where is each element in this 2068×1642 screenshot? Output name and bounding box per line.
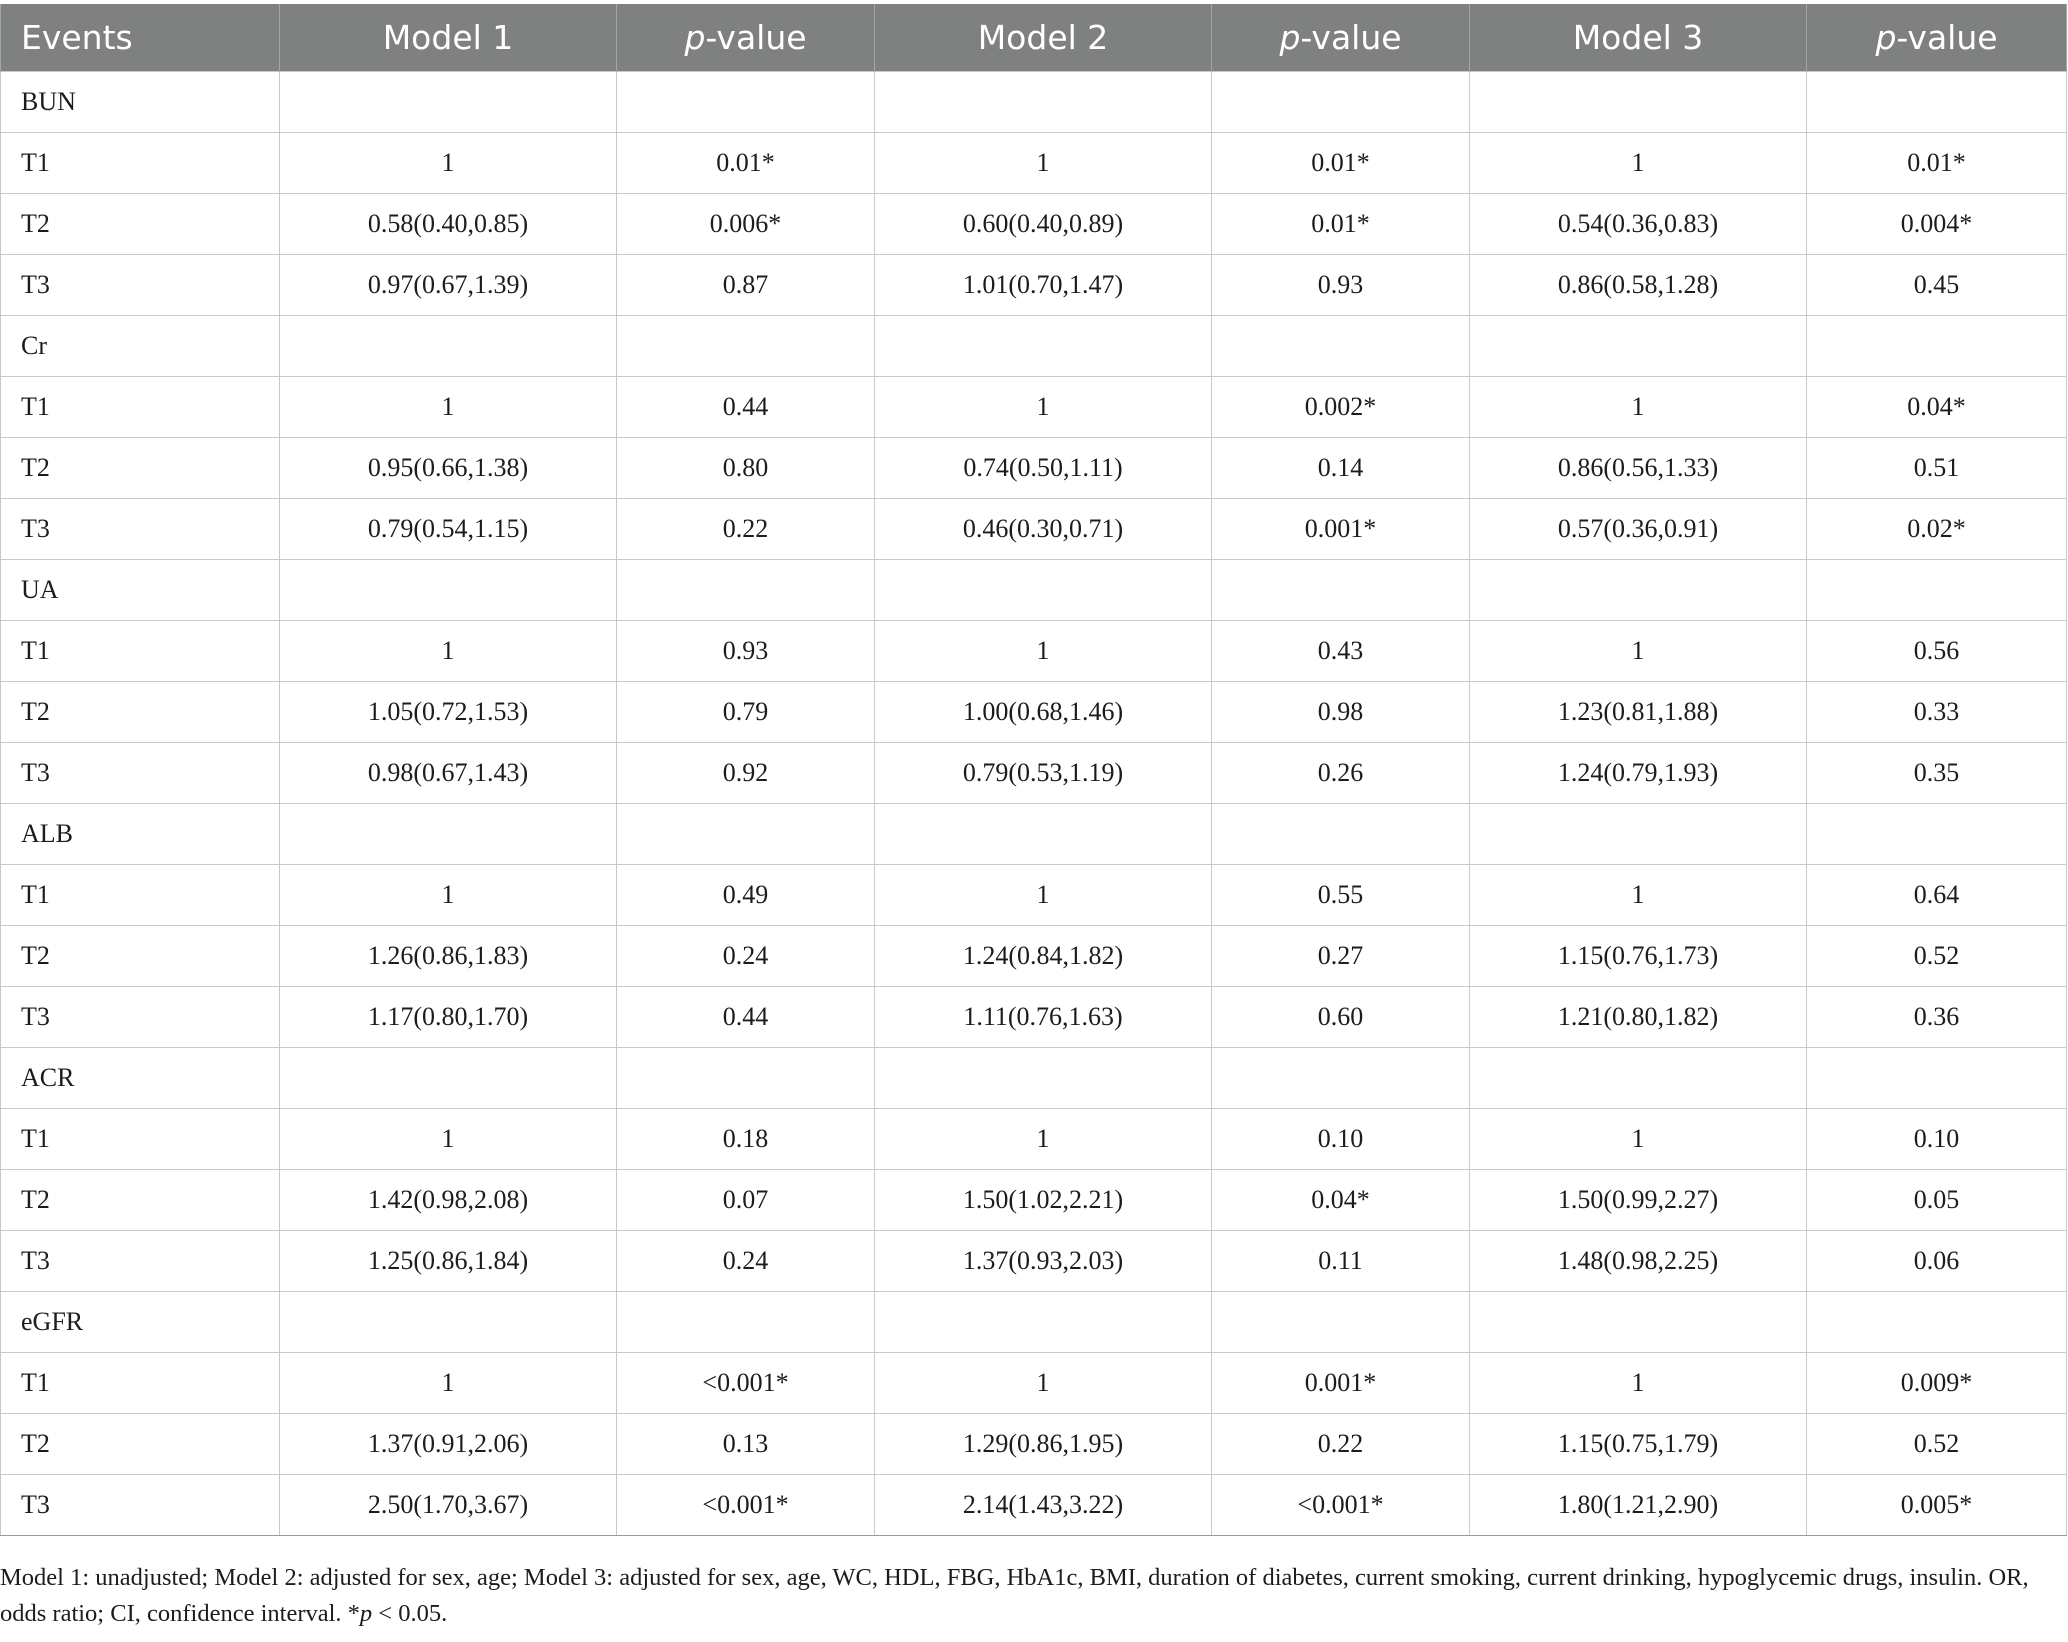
header-text: p bbox=[684, 18, 706, 57]
table-cell: 0.55 bbox=[1212, 865, 1470, 926]
table-body bbox=[1, 72, 2067, 1536]
table-cell: 0.36 bbox=[1807, 987, 2067, 1048]
table-cell: 0.33 bbox=[1807, 682, 2067, 743]
table-cell bbox=[1470, 560, 1807, 621]
table-row bbox=[1, 621, 2067, 682]
table-cell: 0.80 bbox=[617, 438, 875, 499]
table-cell: <0.001* bbox=[1212, 1475, 1470, 1536]
row-label-cell: T3 bbox=[1, 1475, 280, 1536]
header-text: Model 1 bbox=[382, 18, 514, 57]
table-cell: 1 bbox=[875, 1109, 1212, 1170]
table-cell: 1.24(0.79,1.93) bbox=[1470, 743, 1807, 804]
table-cell: 1.25(0.86,1.84) bbox=[280, 1231, 617, 1292]
table-row bbox=[1, 865, 2067, 926]
row-label-cell: T2 bbox=[1, 194, 280, 255]
table-cell bbox=[1212, 560, 1470, 621]
table-cell: 1 bbox=[1470, 1353, 1807, 1414]
column-header-events bbox=[1, 4, 280, 72]
footnote-text: Model 1: unadjusted; Model 2: adjusted for sex, age; Model 3: adjusted for sex, age, WC, HDL, FBG, HbA1c, BMI, duration of diabetes, current smoking, current drinking, hypoglycemic drugs, insulin. OR, odds ratio; CI, confidence interval. * bbox=[0, 1564, 2029, 1627]
header-text: p bbox=[1875, 18, 1897, 57]
group-label-cell: BUN bbox=[1, 72, 280, 133]
table-cell: 0.79 bbox=[617, 682, 875, 743]
table-cell: 0.93 bbox=[1212, 255, 1470, 316]
table-cell bbox=[875, 1292, 1212, 1353]
row-label-cell: T1 bbox=[1, 1109, 280, 1170]
row-label-cell: T3 bbox=[1, 499, 280, 560]
table-cell bbox=[617, 1292, 875, 1353]
table-cell bbox=[1470, 316, 1807, 377]
table-cell: 0.60(0.40,0.89) bbox=[875, 194, 1212, 255]
table-cell: 1.26(0.86,1.83) bbox=[280, 926, 617, 987]
table-cell bbox=[1807, 1048, 2067, 1109]
group-row bbox=[1, 804, 2067, 865]
table-cell: 0.79(0.53,1.19) bbox=[875, 743, 1212, 804]
table-cell: 0.43 bbox=[1212, 621, 1470, 682]
table-cell: 0.04* bbox=[1807, 377, 2067, 438]
table-cell: 0.002* bbox=[1212, 377, 1470, 438]
row-label-cell: T3 bbox=[1, 743, 280, 804]
table-cell: 1.11(0.76,1.63) bbox=[875, 987, 1212, 1048]
table-cell: 0.57(0.36,0.91) bbox=[1470, 499, 1807, 560]
footnote-text: p bbox=[359, 1600, 373, 1627]
row-label-cell: T3 bbox=[1, 987, 280, 1048]
table-cell: 0.52 bbox=[1807, 1414, 2067, 1475]
table-cell: 0.13 bbox=[617, 1414, 875, 1475]
header-text: -value bbox=[705, 18, 807, 57]
table-cell: 0.35 bbox=[1807, 743, 2067, 804]
table-cell: 0.18 bbox=[617, 1109, 875, 1170]
group-row bbox=[1, 1048, 2067, 1109]
column-header-model-3 bbox=[1470, 4, 1807, 72]
table-cell: 0.10 bbox=[1212, 1109, 1470, 1170]
table-cell: 0.001* bbox=[1212, 499, 1470, 560]
table-row bbox=[1, 133, 2067, 194]
table-cell: 1 bbox=[280, 1353, 617, 1414]
table-cell bbox=[1807, 804, 2067, 865]
results-table-container bbox=[0, 4, 2066, 1536]
table-cell: 1 bbox=[280, 133, 617, 194]
table-row bbox=[1, 1231, 2067, 1292]
table-cell: 0.58(0.40,0.85) bbox=[280, 194, 617, 255]
group-label-cell: Cr bbox=[1, 316, 280, 377]
table-cell: 0.005* bbox=[1807, 1475, 2067, 1536]
table-row bbox=[1, 682, 2067, 743]
table-cell: 0.60 bbox=[1212, 987, 1470, 1048]
row-label-cell: T1 bbox=[1, 1353, 280, 1414]
table-cell: 1 bbox=[875, 133, 1212, 194]
table-cell: 2.50(1.70,3.67) bbox=[280, 1475, 617, 1536]
table-cell: 0.86(0.58,1.28) bbox=[1470, 255, 1807, 316]
table-cell: 0.49 bbox=[617, 865, 875, 926]
table-row bbox=[1, 194, 2067, 255]
header-text: p bbox=[1279, 18, 1301, 57]
table-cell bbox=[1807, 560, 2067, 621]
table-cell: 0.26 bbox=[1212, 743, 1470, 804]
column-header-model-1 bbox=[280, 4, 617, 72]
row-label-cell: T2 bbox=[1, 1170, 280, 1231]
table-row bbox=[1, 1109, 2067, 1170]
header-text: Model 2 bbox=[977, 18, 1109, 57]
table-cell: 1 bbox=[875, 865, 1212, 926]
table-cell: 2.14(1.43,3.22) bbox=[875, 1475, 1212, 1536]
table-cell bbox=[1807, 72, 2067, 133]
table-cell: 0.97(0.67,1.39) bbox=[280, 255, 617, 316]
table-cell bbox=[1212, 1048, 1470, 1109]
table-cell: 0.98(0.67,1.43) bbox=[280, 743, 617, 804]
row-label-cell: T1 bbox=[1, 377, 280, 438]
table-cell: 1.15(0.76,1.73) bbox=[1470, 926, 1807, 987]
table-row bbox=[1, 743, 2067, 804]
column-header-model-1-p-value bbox=[617, 4, 875, 72]
table-cell bbox=[1470, 72, 1807, 133]
table-cell: 1.01(0.70,1.47) bbox=[875, 255, 1212, 316]
row-label-cell: T3 bbox=[1, 1231, 280, 1292]
table-cell: 0.06 bbox=[1807, 1231, 2067, 1292]
group-label-cell: ALB bbox=[1, 804, 280, 865]
group-label-cell: UA bbox=[1, 560, 280, 621]
table-row bbox=[1, 377, 2067, 438]
table-cell: 0.92 bbox=[617, 743, 875, 804]
table-row bbox=[1, 1475, 2067, 1536]
table-cell: 0.05 bbox=[1807, 1170, 2067, 1231]
table-cell: 0.27 bbox=[1212, 926, 1470, 987]
table-row bbox=[1, 1353, 2067, 1414]
table-cell: 0.10 bbox=[1807, 1109, 2067, 1170]
table-cell bbox=[875, 1048, 1212, 1109]
table-cell bbox=[617, 316, 875, 377]
table-cell: 1.50(1.02,2.21) bbox=[875, 1170, 1212, 1231]
table-cell: 1 bbox=[1470, 133, 1807, 194]
table-cell bbox=[1470, 1292, 1807, 1353]
table-cell: 1 bbox=[875, 377, 1212, 438]
table-cell: 1 bbox=[280, 865, 617, 926]
table-cell: 1.80(1.21,2.90) bbox=[1470, 1475, 1807, 1536]
table-cell: 1.17(0.80,1.70) bbox=[280, 987, 617, 1048]
table-cell: 0.64 bbox=[1807, 865, 2067, 926]
table-cell: 1.37(0.93,2.03) bbox=[875, 1231, 1212, 1292]
table-cell: 0.46(0.30,0.71) bbox=[875, 499, 1212, 560]
header-text: Model 3 bbox=[1572, 18, 1704, 57]
header-row bbox=[1, 4, 2067, 72]
table-cell bbox=[875, 560, 1212, 621]
table-cell: 0.22 bbox=[1212, 1414, 1470, 1475]
table-cell: 0.44 bbox=[617, 377, 875, 438]
table-cell: 1 bbox=[875, 621, 1212, 682]
table-cell: 1.24(0.84,1.82) bbox=[875, 926, 1212, 987]
table-cell: 0.01* bbox=[617, 133, 875, 194]
table-cell bbox=[617, 1048, 875, 1109]
table-cell: 0.24 bbox=[617, 926, 875, 987]
table-cell: 1 bbox=[1470, 865, 1807, 926]
table-cell: 0.79(0.54,1.15) bbox=[280, 499, 617, 560]
header-text: Events bbox=[21, 18, 133, 57]
table-cell: 0.22 bbox=[617, 499, 875, 560]
table-cell bbox=[1212, 1292, 1470, 1353]
column-header-model-2-p-value bbox=[1212, 4, 1470, 72]
table-cell bbox=[280, 72, 617, 133]
table-cell bbox=[1470, 1048, 1807, 1109]
table-cell: 0.45 bbox=[1807, 255, 2067, 316]
table-cell bbox=[280, 1292, 617, 1353]
table-cell: 1 bbox=[280, 621, 617, 682]
table-header bbox=[1, 4, 2067, 72]
table-row bbox=[1, 1170, 2067, 1231]
table-cell: 1 bbox=[1470, 621, 1807, 682]
group-row bbox=[1, 560, 2067, 621]
group-label-cell: eGFR bbox=[1, 1292, 280, 1353]
table-cell bbox=[1470, 804, 1807, 865]
group-row bbox=[1, 1292, 2067, 1353]
table-cell bbox=[280, 316, 617, 377]
table-row bbox=[1, 926, 2067, 987]
row-label-cell: T2 bbox=[1, 682, 280, 743]
table-row bbox=[1, 499, 2067, 560]
table-cell bbox=[875, 72, 1212, 133]
row-label-cell: T1 bbox=[1, 621, 280, 682]
table-cell: 1.29(0.86,1.95) bbox=[875, 1414, 1212, 1475]
table-cell: 0.01* bbox=[1212, 194, 1470, 255]
column-header-model-3-p-value bbox=[1807, 4, 2067, 72]
table-cell bbox=[280, 1048, 617, 1109]
table-cell: 0.01* bbox=[1212, 133, 1470, 194]
table-cell: 0.52 bbox=[1807, 926, 2067, 987]
footnote-text: < 0.05. bbox=[372, 1600, 448, 1627]
table-cell: 1.05(0.72,1.53) bbox=[280, 682, 617, 743]
table-cell bbox=[875, 804, 1212, 865]
table-row bbox=[1, 987, 2067, 1048]
table-cell: <0.001* bbox=[617, 1353, 875, 1414]
table-cell: 1.23(0.81,1.88) bbox=[1470, 682, 1807, 743]
table-cell: 0.95(0.66,1.38) bbox=[280, 438, 617, 499]
table-cell: 0.006* bbox=[617, 194, 875, 255]
table-cell: 0.04* bbox=[1212, 1170, 1470, 1231]
table-cell: 1.15(0.75,1.79) bbox=[1470, 1414, 1807, 1475]
row-label-cell: T2 bbox=[1, 926, 280, 987]
row-label-cell: T2 bbox=[1, 438, 280, 499]
table-cell: 0.93 bbox=[617, 621, 875, 682]
table-cell bbox=[617, 560, 875, 621]
table-cell: 0.74(0.50,1.11) bbox=[875, 438, 1212, 499]
row-label-cell: T1 bbox=[1, 865, 280, 926]
table-cell: 1 bbox=[1470, 377, 1807, 438]
table-cell: 0.02* bbox=[1807, 499, 2067, 560]
table-cell bbox=[617, 804, 875, 865]
column-header-model-2 bbox=[875, 4, 1212, 72]
table-cell: 0.98 bbox=[1212, 682, 1470, 743]
table-cell: 0.01* bbox=[1807, 133, 2067, 194]
table-cell: 0.54(0.36,0.83) bbox=[1470, 194, 1807, 255]
table-cell: 0.11 bbox=[1212, 1231, 1470, 1292]
table-cell: 0.07 bbox=[617, 1170, 875, 1231]
table-cell: 0.44 bbox=[617, 987, 875, 1048]
table-cell: 0.56 bbox=[1807, 621, 2067, 682]
table-cell bbox=[280, 804, 617, 865]
table-cell: 1 bbox=[1470, 1109, 1807, 1170]
table-cell: 1.00(0.68,1.46) bbox=[875, 682, 1212, 743]
table-cell: <0.001* bbox=[617, 1475, 875, 1536]
table-cell bbox=[1212, 316, 1470, 377]
table-cell: 1.42(0.98,2.08) bbox=[280, 1170, 617, 1231]
group-row bbox=[1, 316, 2067, 377]
table-cell bbox=[1807, 316, 2067, 377]
table-cell bbox=[875, 316, 1212, 377]
group-row bbox=[1, 72, 2067, 133]
table-cell: 0.86(0.56,1.33) bbox=[1470, 438, 1807, 499]
table-cell bbox=[617, 72, 875, 133]
table-cell: 1 bbox=[280, 1109, 617, 1170]
table-row bbox=[1, 1414, 2067, 1475]
table-row bbox=[1, 438, 2067, 499]
table-cell: 1.48(0.98,2.25) bbox=[1470, 1231, 1807, 1292]
header-text: -value bbox=[1896, 18, 1998, 57]
table-cell: 1 bbox=[875, 1353, 1212, 1414]
row-label-cell: T1 bbox=[1, 133, 280, 194]
table-cell: 0.87 bbox=[617, 255, 875, 316]
header-text: -value bbox=[1300, 18, 1402, 57]
table-cell: 0.009* bbox=[1807, 1353, 2067, 1414]
table-cell bbox=[280, 560, 617, 621]
table-cell: 1 bbox=[280, 377, 617, 438]
table-cell: 0.001* bbox=[1212, 1353, 1470, 1414]
table-cell: 1.21(0.80,1.82) bbox=[1470, 987, 1807, 1048]
group-label-cell: ACR bbox=[1, 1048, 280, 1109]
table-cell: 1.37(0.91,2.06) bbox=[280, 1414, 617, 1475]
table-cell bbox=[1212, 804, 1470, 865]
table-footnote bbox=[0, 1560, 2060, 1632]
results-table bbox=[0, 4, 2067, 1536]
table-cell: 0.24 bbox=[617, 1231, 875, 1292]
table-row bbox=[1, 255, 2067, 316]
table-cell bbox=[1212, 72, 1470, 133]
table-cell: 0.51 bbox=[1807, 438, 2067, 499]
table-cell bbox=[1807, 1292, 2067, 1353]
row-label-cell: T3 bbox=[1, 255, 280, 316]
row-label-cell: T2 bbox=[1, 1414, 280, 1475]
table-cell: 0.14 bbox=[1212, 438, 1470, 499]
table-cell: 1.50(0.99,2.27) bbox=[1470, 1170, 1807, 1231]
table-cell: 0.004* bbox=[1807, 194, 2067, 255]
